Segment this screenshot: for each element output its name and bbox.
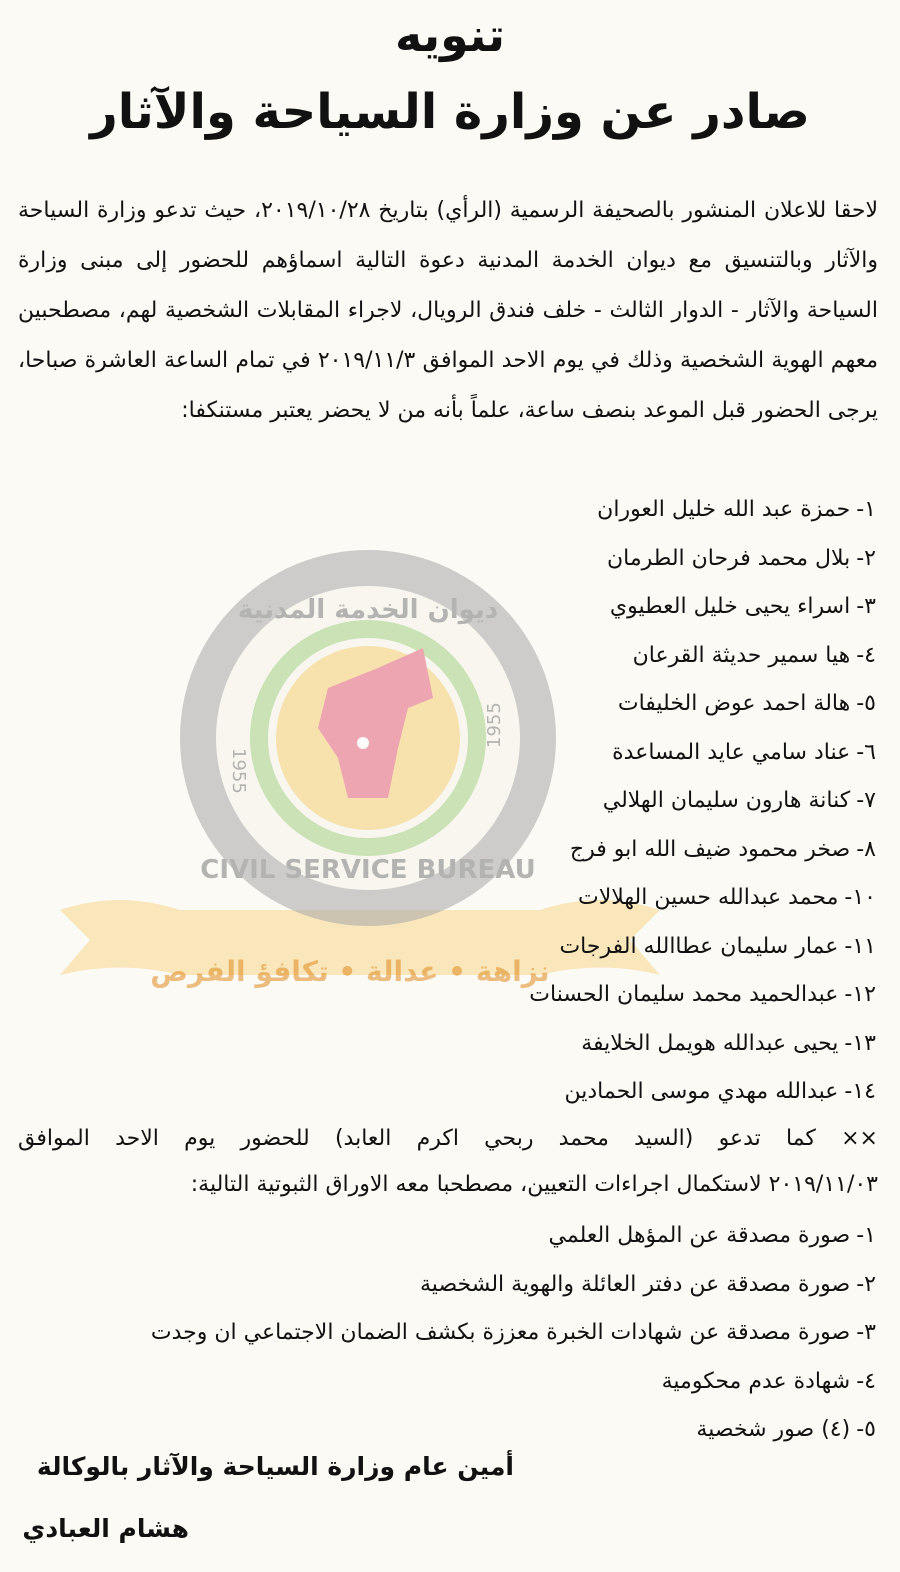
candidate-item-text: محمد عبدالله حسين الهلالات bbox=[578, 885, 839, 910]
candidate-item bbox=[16, 1020, 876, 1069]
candidate-list bbox=[16, 486, 876, 1117]
seal-english-text: CIVIL SERVICE BUREAU bbox=[200, 855, 536, 885]
document-item bbox=[16, 1406, 876, 1455]
candidate-item bbox=[16, 826, 876, 875]
candidate-item-text: عمار سليمان عطاالله الفرجات bbox=[559, 933, 839, 959]
document-item-number: ٣- bbox=[856, 1320, 876, 1345]
candidate-item-text: عناد سامي عايد المساعدة bbox=[612, 739, 851, 765]
candidate-item-text: بلال محمد فرحان الطرمان bbox=[606, 545, 851, 571]
candidate-item-text: عبدالحميد محمد سليمان الحسنات bbox=[529, 982, 839, 1007]
candidate-item bbox=[16, 1068, 876, 1117]
candidate-item-number: ١١- bbox=[844, 933, 876, 959]
candidate-item-text: حمزة عبد الله خليل العوران bbox=[597, 497, 851, 522]
document-item-number: ٢- bbox=[856, 1271, 876, 1297]
intro-paragraph: لاحقا للاعلان المنشور بالصحيفة الرسمية (الرأي) بتاريخ ٢٠١٩/١٠/٢٨، حيث تدعو وزارة السياحة والآثار وبالتنسيق مع ديوان الخدمة المدنية دعوة التالية اسماؤهم للحضور إلى مبنى وزارة السياحة والآثار - الدوار الثالث - خلف فندق الرويال، لاجراء المقابلات الشخصية لهم، مصطحبين معهم الهوية الشخصية وذلك في يوم الاحد الموافق ٢٠١٩/١١/٣ في تمام الساعة العاشرة صباحا، يرجى الحضور قبل الموعد بنصف ساعة، علماً بأنه من لا يحضر يعتبر مستنكفا: bbox=[18, 198, 878, 423]
candidate-item-number: ١٠- bbox=[844, 885, 876, 910]
signature-title: أمين عام وزارة السياحة والآثار بالوكالة bbox=[36, 1452, 514, 1481]
candidate-item-text: يحيى عبدالله هويمل الخلايفة bbox=[581, 1030, 839, 1056]
candidate-item-number: ٥- bbox=[856, 691, 876, 716]
candidate-item-number: ١- bbox=[856, 497, 876, 522]
document-item bbox=[16, 1309, 876, 1358]
candidate-item bbox=[16, 632, 876, 681]
candidate-item-text: صخر محمود ضيف الله ابو فرج bbox=[569, 836, 851, 862]
candidate-item bbox=[16, 729, 876, 778]
additional-invitation bbox=[18, 1116, 878, 1208]
candidate-item bbox=[16, 680, 876, 729]
document-item-number: ٤- bbox=[856, 1368, 876, 1394]
document-item bbox=[16, 1212, 876, 1261]
candidate-item-number: ٨- bbox=[856, 836, 876, 862]
document-item-text: صورة مصدقة عن دفتر العائلة والهوية الشخصية bbox=[420, 1271, 851, 1297]
additional-invitation-line-2: ٢٠١٩/١١/٠٣ لاستكمال اجراءات التعيين، مصطحبا معه الاوراق الثبوتية التالية: bbox=[190, 1172, 878, 1197]
seal-motto: نزاهة • عدالة • تكافؤ الفرص bbox=[150, 955, 550, 988]
document-item bbox=[16, 1261, 876, 1310]
required-documents-list bbox=[16, 1212, 876, 1455]
document-item-number: ١- bbox=[856, 1223, 876, 1248]
document-item-number: ٥- bbox=[856, 1417, 876, 1442]
document-item-text: شهادة عدم محكومية bbox=[661, 1368, 851, 1394]
candidate-item bbox=[16, 971, 876, 1020]
candidate-item bbox=[16, 923, 876, 972]
document-item-text: (٤) صور شخصية bbox=[696, 1417, 851, 1442]
candidate-item-text: اسراء يحيى خليل العطيوي bbox=[609, 594, 851, 619]
candidate-item-number: ١٤- bbox=[844, 1079, 876, 1104]
document-item-text: صورة مصدقة عن شهادات الخبرة معززة بكشف الضمان الاجتماعي ان وجدت bbox=[150, 1320, 851, 1345]
candidate-item-text: عبدالله مهدي موسى الحمادين bbox=[564, 1079, 839, 1104]
seal-year-left: 1955 bbox=[228, 748, 249, 794]
document-item bbox=[16, 1358, 876, 1407]
candidate-item-number: ١٢- bbox=[844, 982, 876, 1007]
notice-subtitle: صادر عن وزارة السياحة والآثار bbox=[90, 84, 810, 140]
candidate-item bbox=[16, 486, 876, 535]
candidate-item bbox=[16, 583, 876, 632]
document-item-text: صورة مصدقة عن المؤهل العلمي bbox=[548, 1223, 851, 1248]
candidate-item-text: هالة احمد عوض الخليفات bbox=[617, 691, 851, 716]
candidate-item-number: ٦- bbox=[856, 739, 876, 765]
seal-year-right: 1955 bbox=[484, 702, 505, 748]
candidate-item-number: ٤- bbox=[856, 642, 876, 668]
seal-arabic-text: ديوان الخدمة المدنية bbox=[237, 595, 499, 625]
additional-invitation-line-1: ×× كما تدعو (السيد محمد ربحي اكرم العابد) للحضور يوم الاحد الموافق bbox=[18, 1126, 878, 1151]
signature-name: هشام العبادي bbox=[22, 1514, 189, 1543]
notice-title: تنويه bbox=[394, 8, 506, 62]
candidate-item bbox=[16, 874, 876, 923]
candidate-item-number: ٣- bbox=[856, 594, 876, 619]
candidate-item-text: هيا سمير حديثة القرعان bbox=[632, 642, 851, 668]
candidate-item bbox=[16, 777, 876, 826]
candidate-item-number: ٧- bbox=[856, 788, 876, 813]
candidate-item-number: ٢- bbox=[856, 545, 876, 571]
candidate-item-text: كنانة هارون سليمان الهلالي bbox=[602, 788, 851, 813]
candidate-item bbox=[16, 535, 876, 584]
candidate-item-number: ١٣- bbox=[844, 1030, 876, 1056]
